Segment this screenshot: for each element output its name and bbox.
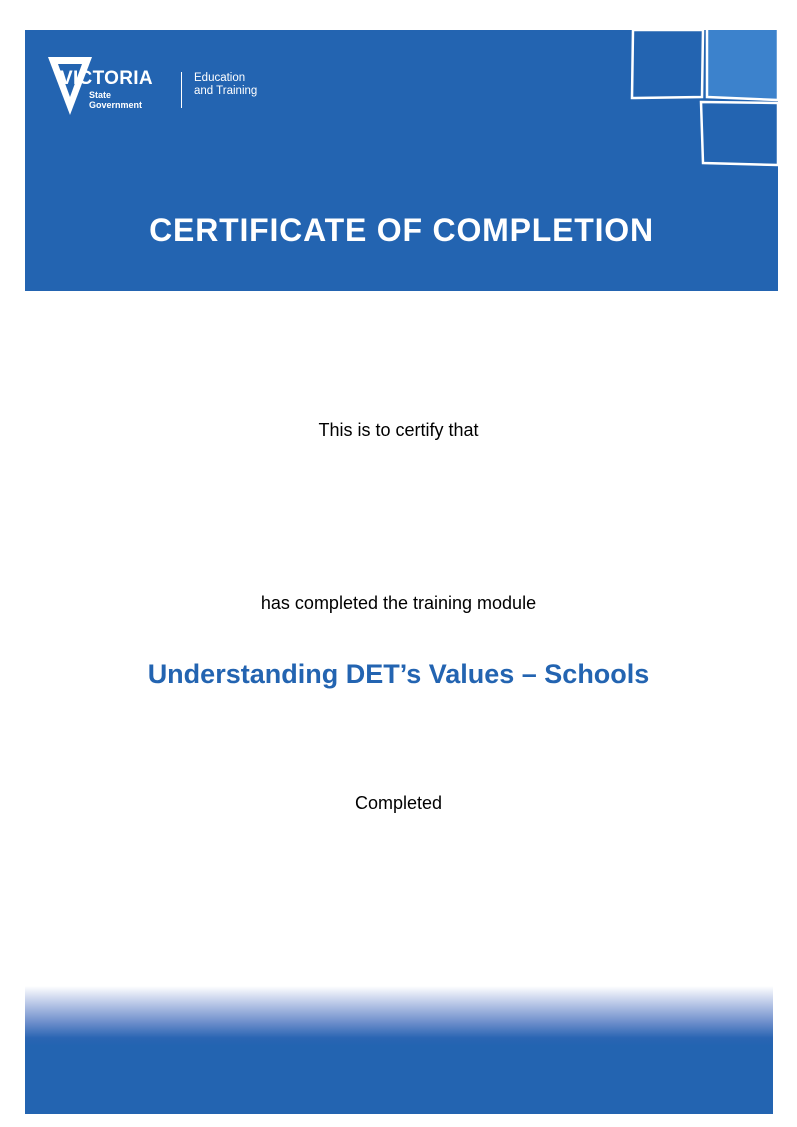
logo-dept-line2: and Training [194, 85, 258, 97]
module-name: Understanding DET’s Values – Schools [147, 659, 650, 689]
logo-dept-line1: Education [194, 72, 246, 84]
completed-module-text: has completed the training module [260, 593, 537, 613]
victoria-logo [48, 57, 278, 117]
logo-department [194, 72, 257, 98]
decorative-squares [625, 30, 778, 170]
certify-text: This is to certify that [318, 420, 479, 440]
header-banner [25, 30, 778, 291]
logo-state-line1: State [89, 90, 112, 100]
certificate-title: CERTIFICATE OF COMPLETION [149, 212, 654, 248]
logo-state-government [89, 90, 142, 110]
logo-wordmark: VICTORIA [60, 68, 153, 89]
logo-state-line2: Government [89, 100, 143, 110]
footer-banner [25, 986, 773, 1114]
completion-label: Completed [354, 793, 443, 813]
logo-divider [181, 72, 182, 108]
